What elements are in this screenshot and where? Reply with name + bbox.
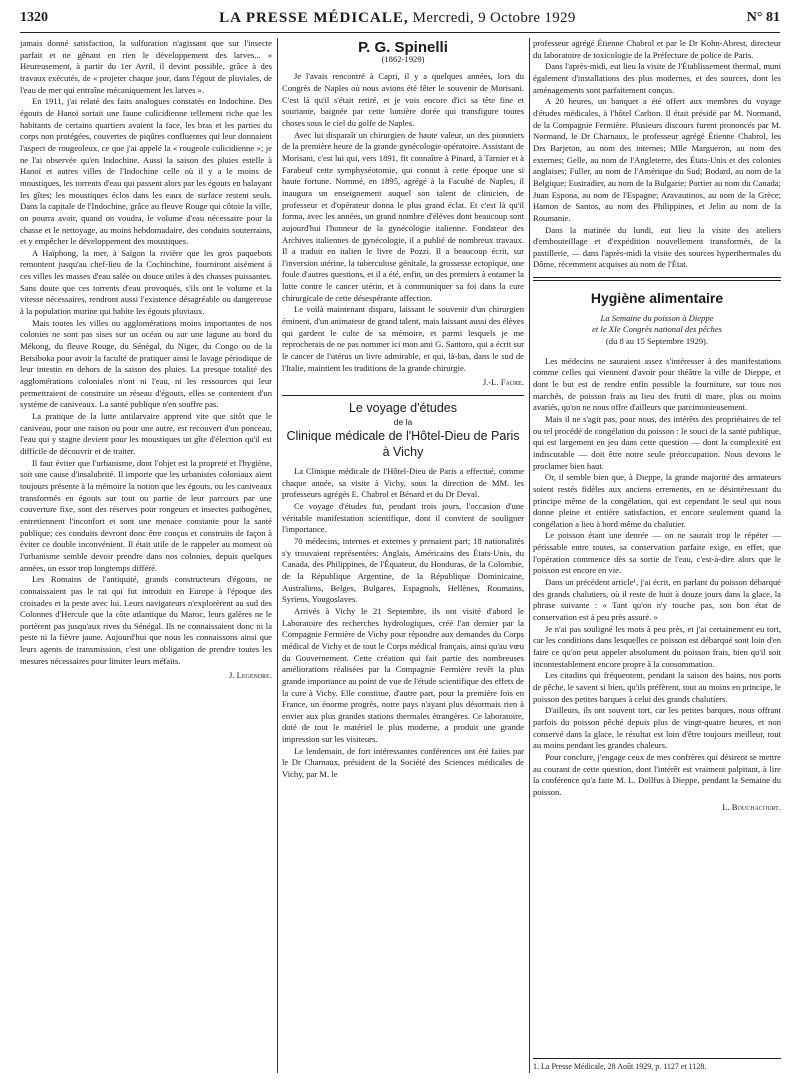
journal-title-line xyxy=(219,10,576,27)
hygiene-dates: (du 8 au 15 Septembre 1929). xyxy=(605,335,709,346)
obituary-signature: J.-L. Faure. xyxy=(482,377,524,388)
paragraph: 70 médecins, internes et externes y prenaient part; 18 nationalités s'y trouvaient représentées: Anglais, Américains des États-Unis, du Canada, des Philippines, de l'Équateur, du Honduras, de la Colombie, de la République Argentine, de la République Dominicaine, Australiens, Belges, Bulgares, Espagnols, Hellènes, Roumains, Syriens, Yougoslaves. xyxy=(282,535,524,605)
paragraph: Mais toutes les villes ou agglomérations moins importantes de nos colonies ne sont pas sises sur un océan ou sur une lagune au bord du Mékong, du fleuve Rouge, du Sénégal, du Niger, du Congo ou de la Betsiboka pour avoir la faculté de pratiquer ainsi le lavage périodique de leur intestin en dehors de la saison des pluies. La presque totalité des agglomérations coloniales n'ont ni l'eau, ni les ressources qui leur permettraient de construire un réseau d'égouts, elles se contentent d'un système de caniveaux. La santé publique n'en souffre pas. xyxy=(20,317,272,410)
paragraph: Pour conclure, j'engage ceux de mes confrères qui désirent se mettre au courant de cette question, dont l'intérêt est vraiment palpitant, à lire la conférence qu'a faite M. L. Dollfus à Dieppe, pendant la Semaine du poisson. xyxy=(533,751,781,797)
issue-number: N° 81 xyxy=(746,10,780,25)
column-left xyxy=(20,38,272,1078)
column-right xyxy=(533,38,781,1078)
voyage-title-line-2: Clinique médicale de l'Hôtel-Dieu de Paris xyxy=(286,429,520,444)
voyage-title-line-3: à Vichy xyxy=(382,445,424,460)
issue-date: Mercredi, 9 Octobre 1929 xyxy=(412,9,576,26)
column-divider xyxy=(277,38,278,1073)
voyage-section-title xyxy=(282,400,524,460)
paragraph: Or, il semble bien que, à Dieppe, la grande majorité des armateurs soient restés fidèles aux anciens errements, en se désintéressant du principe même de la congélation, qui est cependant le seul qui nous donne pleine et entière satisfaction, et encore seulement quand la congélation a lieu à bord même du chalutier. xyxy=(533,472,781,529)
paragraph: Dans l'après-midi, eut lieu la visite de l'Établissement thermal, muni également d'installations des plus modernes, et des sources, dont les aménagements sont parfaitement conçus. xyxy=(533,61,781,95)
paragraph: Je l'avais rencontré à Capri, il y a quelques années, lors du Congrès de Naples où nous avions été fêter le souvenir de Morisani. C'est là qu'il s'était retiré, et je vois encore d'ici sa tête fine et souriante, baignée par cette lumière dorée qui transfigure toutes choses sous le ciel du golfe de Naples. xyxy=(282,71,524,128)
paragraph: Les citadins qui fréquentent, pendant la saison des bains, nos ports de pêche, le savent si bien, qu'ils préfèrent, tout au moins en principe, le poisson des petites barques à celui des grands chalutiers. xyxy=(533,670,781,704)
paragraph: Dans la matinée du lundi, eut lieu la visite des ateliers d'embouteillage et d'expédition nouvellement transformés, de la pastillerie, — dans l'après-midi la visite des sources hyperthermales du Dôme, récemment acquises au nom de l'État. xyxy=(533,224,781,270)
paragraph: Arrivés à Vichy le 21 Septembre, ils ont visité d'abord le Laboratoire des recherches hydrologiques, créé l'an dernier par la Compagnie Fermière de Vichy pour répondre aux demandes du Corps médical de Vichy et de tout le Corps médical français, ainsi qu'au vœu du Gouvernement. Cette création qui fait partie des nombreuses améliorations réalisées par la Compagnie Fermière revêt la plus grande importance au point de vue de l'étude scientifique des effets de la cure à Vichy. Elle constitue, d'autre part, pour la première fois en France, un énorme progrès, notre pays n'ayant plus désormais rien à envier aux plus grandes stations thermales étrangères. Ce laboratoire, doté de tout le matériel le plus moderne, a produit une grande impression sur les visiteurs. xyxy=(282,605,524,745)
paragraph: Mais il ne s'agit pas, pour nous, des intérêts des propriétaires de tel ou tel procédé de congélation du poisson : le souci de la santé publique, qui est largement en jeu dans cette question — dont la complexité est indiscutable — doit être notre seule préoccupation. Nous devons le proclamer bien haut. xyxy=(533,413,781,471)
paragraph: Il faut éviter que l'urbanisme, dont l'objet est la propreté et l'hygiène, soit une cause d'insalubrité. Il importe que les urbanistes coloniaux aient toujours présente à la mémoire la notion que les égouts, ou les caniveaux transformés en égouts sur tout ou partie de leur parcours par une couverture fixe, sont des réserves pour rongeurs et insectes pathogènes, entretiennent l'inconfort et sont une menace constante pour la santé publique; ces conduits devront donc être conçus et construits de façon à éviter ce double inconvénient. Il était utile de le rappeler au moment où l'urbanisme semble devoir prendre dans nos colonies, depuis quelques années, un essor trop longtemps différé. xyxy=(20,457,272,573)
footnote: 1. La Presse Médicale, 28 Août 1929, p. 1127 et 1128. xyxy=(533,1058,781,1071)
obituary-title: P. G. Spinelli xyxy=(358,39,448,56)
article-signature: J. Legendre. xyxy=(228,670,272,681)
voyage-title-de: de la xyxy=(393,417,413,428)
hygiene-section-title: Hygiène alimentaire xyxy=(590,290,724,307)
paragraph: Ce voyage d'études fut, pendant trois jours, l'occasion d'une véritable manifestation scientifique, dont il convient de souligner l'importance. xyxy=(282,501,524,535)
paragraph: La pratique de la lutte antilarvaire apprend vite que sitôt que le caniveau, pour une raison ou pour une autre, est recouvert d'un ponceau, l'eau qui y stagne devient pour les moustiques un gîte d'élection qu'il est difficile de découvrir et de traiter. xyxy=(20,411,272,456)
paragraph: En 1911, j'ai relaté des faits analogues constatés en Indochine. Des égouts de Hanoï sortait une faune culicidienne tellement riche que les habitants de certains quartiers avaient la face, les bras et les parties du corps non protégées, couvertes de piqûres confluentes qui leur donnaient l'aspect de rougeoleux, ce que j'ai appelé la « rougeole culicidienne »; je ne l'ai observée qu'en Indochine. Aussi la saison des pluies estelle à Hanoï et autres villes de l'Indochine celle où il y a le moins de moustiques, les torrents d'eau qui passent alors par les égouts en balayant les gîtes; les moustiques éclos dans les eaux de surface restent seuls. Dans la capitale de l'Indochine, grâce au fleuve Rouge qui côtoie la ville, on pourra avoir, quand on voudra, le volume d'eau nécessaire pour la chasse et le nettoyage, au moins hebdomadaire, des conduits souterrains, et y empêcher le développement des moustiques. xyxy=(20,96,272,247)
paragraph: Dans un précédent article¹, j'ai écrit, en parlant du poisson débarqué des grands chalutiers, où il reste de huit à douze jours dans la glace, la phrase suivante : « Tant qu'on n'y touche pas, son bon état de conservation est à peu près assuré. » xyxy=(533,577,781,623)
paragraph: Le voilà maintenant disparu, laissant le souvenir d'un chirurgien éminent, d'un animateur de grand talent, mais laissant aussi des élèves qui gardent le culte de sa mémoire, et parmi lesquels je me reprocherais de ne pas nommer ici mon ami G. Santoro, qui a écrit sur le cancer de l'utérus un livre admirable, et qui, là-bas, dans le sud de l'Italie, maintient les traditions de la grande chirurgie. xyxy=(282,304,524,373)
section-divider xyxy=(282,395,524,396)
paragraph: jamais donné satisfaction, la sulfuration n'agissant que sur l'insecte parfait et ne gênant en rien le développement des larves... » Heureusement, à partir du 1er Avril, il devint possible, grâce à des travaux exécutés, de « projeter chaque jour, dans l'égout de pluviales, de l'eau de mer qui entraîne mécaniquement les larves ». xyxy=(20,38,272,95)
voyage-title-line-1: Le voyage d'études xyxy=(348,401,458,416)
paragraph: professeur agrégé Étienne Chabrol et par le Dr Kohn-Abrest, directeur du laboratoire de toxicologie de la Préfecture de police de Paris. xyxy=(533,38,781,60)
paragraph: Le poisson étant une denrée — on ne saurait trop le répéter — périssable entre toutes, sa conservation parfaite exige, en effet, que l'opération commence dès sa sortie de l'eau, c'est-à-dire alors que le poisson est encore en vie. xyxy=(533,530,781,576)
page-number: 1320 xyxy=(20,10,48,25)
paragraph: La Clinique médicale de l'Hôtel-Dieu de Paris a effectué, comme chaque année, sa visite à Vichy, sous la direction de MM. les professeurs agrégés E. Chabrol et Bénard et du Dr Deval. xyxy=(282,466,524,500)
paragraph: D'ailleurs, ils ont souvent tort, car les petites barques, nous offrant parfois du poisson pêché depuis plus de vingt-quatre heures, et non conservé dans la glace, le résultat est loin d'être toujours meilleur, tout au moins pendant les grandes chaleurs. xyxy=(533,705,781,751)
paragraph: Les Romains de l'antiquité, grands constructeurs d'égouts, ne connaissaient pas le rat qui fut introduit en Europe à l'époque des croisades et la peste avec lui. Leurs navigateurs n'explorèrent au sud des Colonnes d'Hercule que la côte atlantique du Maroc, leurs galères ne le portèrent pas jusqu'aux rives du Sénégal. Ils ne connaissaient donc ni la peste ni la fièvre jaune. Aujourd'hui que nous les connaissons ainsi que leurs agents de transmission, c'est une obligation de prendre toutes les mesures nécessaires pour limiter leurs méfaits. xyxy=(20,574,272,666)
obituary-dates: (1862-1929) xyxy=(381,53,425,64)
page-header xyxy=(20,4,780,33)
paragraph: Le lendemain, de fort intéressantes conférences ont été faites par le Dr Charnaux, président de la Société des Sciences médicales de Vichy, par M. le xyxy=(282,745,524,780)
column-divider xyxy=(529,38,530,1073)
paragraph: A Haïphong, la mer, à Saïgon la rivière que les gros paquebots remontent jusqu'au chef-lieu de la Cochinchine, fourniront aisément à ces villes les masses d'eau salée ou douce utiles à des chasses puissantes. Sans doute que ces torrents d'eau provoqués, s'ils ont le volume et la vitesse nécessaires, rendront aussi l'existence désagréable ou dangereuse à la population murine qui habite les égouts pluviaux. xyxy=(20,247,272,317)
hygiene-subtitle-1: La Semaine du poisson à Dieppe xyxy=(600,312,714,323)
paragraph: A 20 heures, un banquet a été offert aux membres du voyage d'études médicales, à l'hôtel Carlton. Il était présidé par M. Normand, de la Compagnie Fermière. Plusieurs discours furent prononcés par M. Normand, le Dr Charnaux, le professeur agrégé Étienne Chabrol, les Drs Barjeton, au nom des internes; Mlle Margueron, au nom des externes; Gelle, au nom de l'Angleterre, des États-Unis et des colonies anglaises; Fuller, au nom de l'Amérique du Sud; Bodard, au nom de la Belgique; Eustradier, au nom de la Bulgarie; Portier au nom du Canada; Juan Espona, au nom de l'Espagne; Aravautinos, au nom de la Grèce; Hamon de Santos, au nom des Philippines, et Jelin au nom de la Roumanie. xyxy=(533,96,781,223)
section-divider xyxy=(533,277,781,281)
journal-name: LA PRESSE MÉDICALE, xyxy=(219,9,409,26)
paragraph: Avec lui disparaît un chirurgien de haute valeur, un des pionniers de la première heure de la grande gynécologie opératoire. Assistant de Morisani, c'est lui qui, vers 1891, fit connaître à Pinard, à Tarnier et à Farabeuf cette symphyséotomie, qui connut à cette époque une si haute fortune. Nommé, en 1895, agrégé à la Faculté de Naples, il inaugura un enseignement auquel son talent de clinicien, de professeur et d'opérateur donna le plus grand éclat. Et c'est là qu'il forma, avec les années, un grand nombre d'élèves dont beaucoup sont aujourd'hui l'honneur de la gynécologie italienne. Fondateur des Archives italiennes de gynécologie, il a publié de nombreux travaux. Il a traduit en italien le livre de Pozzi. Il a beaucoup écrit, sur l'inversion utérine, la tuberculose génitale, la grossesse ectopique, une foule d'autres questions, et il a été, enfin, un des premiers à entamer la lutte contre le cancer utérin, et à communiquer sa foi dans la cure chirurgicale de cette désespérante affection. xyxy=(282,129,524,303)
hygiene-signature: L. Bouchacourt. xyxy=(722,801,781,812)
paragraph: Les médecins ne sauraient assez s'intéresser à des manifestations comme celles qui viennent d'avoir pour théâtre la ville de Dieppe, et dont le but est de rendre enfin possible la fourniture, sur tous nos marchés, de poisson frais au lieu des frutti di mare, plus ou moins avariés, qu'on ne nous offre d'ailleurs que parcimonieusement. xyxy=(533,355,781,413)
column-middle xyxy=(282,38,524,1078)
paragraph: Je n'ai pas souligné les mots à peu près, et j'ai certainement eu tort, car les conditions dans lesquelles ce poisson est débarqué sont loin d'en faire ce qu'on peut appeler absolument du poisson frais, bien qu'il soit incontestablement encore propre à la consommation. xyxy=(533,623,781,669)
hygiene-subtitle-2: et le XIe Congrès national des pêches xyxy=(592,324,722,335)
